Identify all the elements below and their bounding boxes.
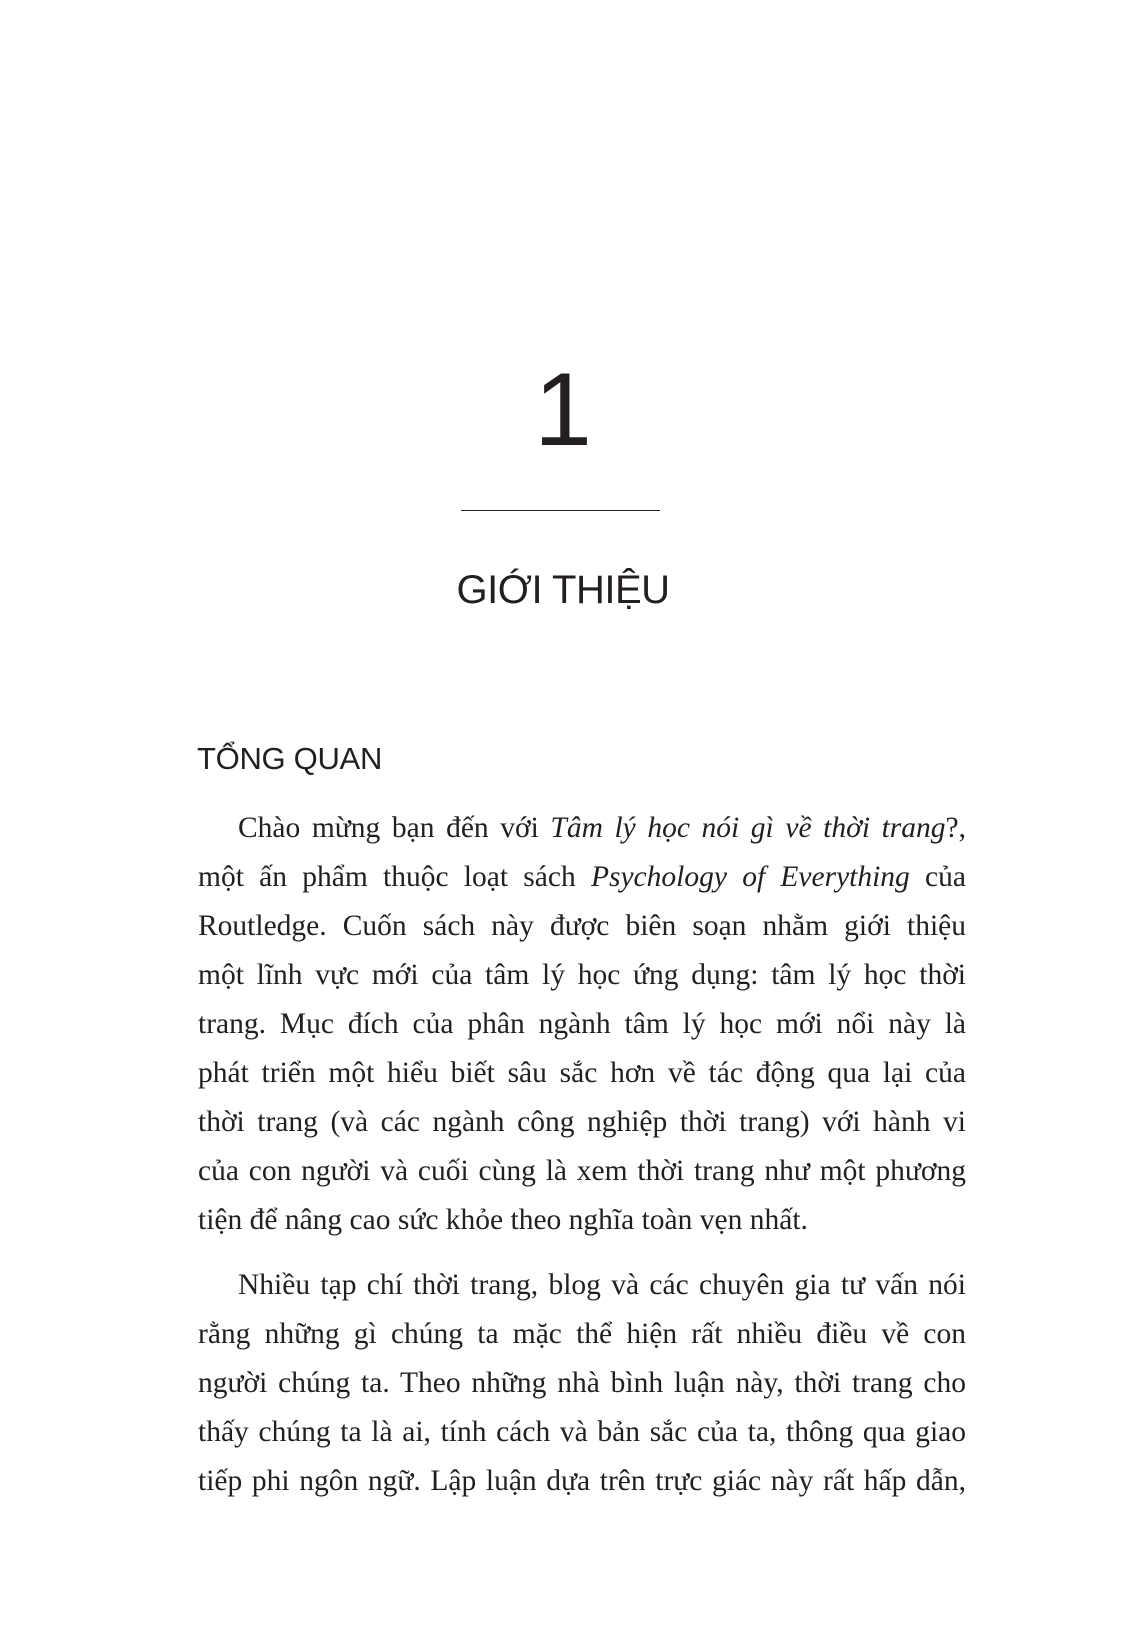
text-line: tiếp phi ngôn ngữ. Lập luận dựa trên trực giác này rất hấp dẫn, [198, 1465, 966, 1497]
text-line: Chào mừng bạn đến với Tâm lý học nói gì về thời trang?, [238, 812, 966, 844]
text-line: thời trang (và các ngành công nghiệp thời trang) với hành vi [198, 1106, 966, 1138]
text-line: một ấn phẩm thuộc loạt sách Psychology of Everything của [198, 861, 966, 893]
text-line: thấy chúng ta là ai, tính cách và bản sắc của ta, thông qua giao [198, 1416, 966, 1448]
paragraph-spacer [158, 1245, 966, 1261]
text-line: rằng những gì chúng ta mặc thể hiện rất nhiều điều về con [198, 1318, 966, 1350]
text-line: phát triển một hiểu biết sâu sắc hơn về tác động qua lại của [198, 1057, 966, 1089]
chapter-title: GIỚI THIỆU [456, 568, 670, 612]
chapter-number: 1 [534, 352, 592, 468]
text-line: một lĩnh vực mới của tâm lý học ứng dụng: tâm lý học thời [198, 959, 966, 991]
paragraph [158, 1261, 966, 1506]
text-line: Nhiều tạp chí thời trang, blog và các chuyên gia tư vấn nói [238, 1269, 966, 1301]
paragraph [158, 804, 966, 1245]
text-line: của con người và cuối cùng là xem thời trang như một phương [198, 1155, 966, 1187]
text-line: người chúng ta. Theo những nhà bình luận này, thời trang cho [198, 1367, 966, 1399]
text-line: trang. Mục đích của phân ngành tâm lý học mới nổi này là [198, 1008, 966, 1040]
body-text [158, 804, 966, 1506]
text-line: Routledge. Cuốn sách này được biên soạn nhằm giới thiệu [198, 910, 966, 942]
chapter-divider [461, 510, 660, 511]
text-line: tiện để nâng cao sức khỏe theo nghĩa toàn vẹn nhất. [198, 1204, 808, 1236]
section-heading: TỔNG QUAN [197, 741, 383, 776]
